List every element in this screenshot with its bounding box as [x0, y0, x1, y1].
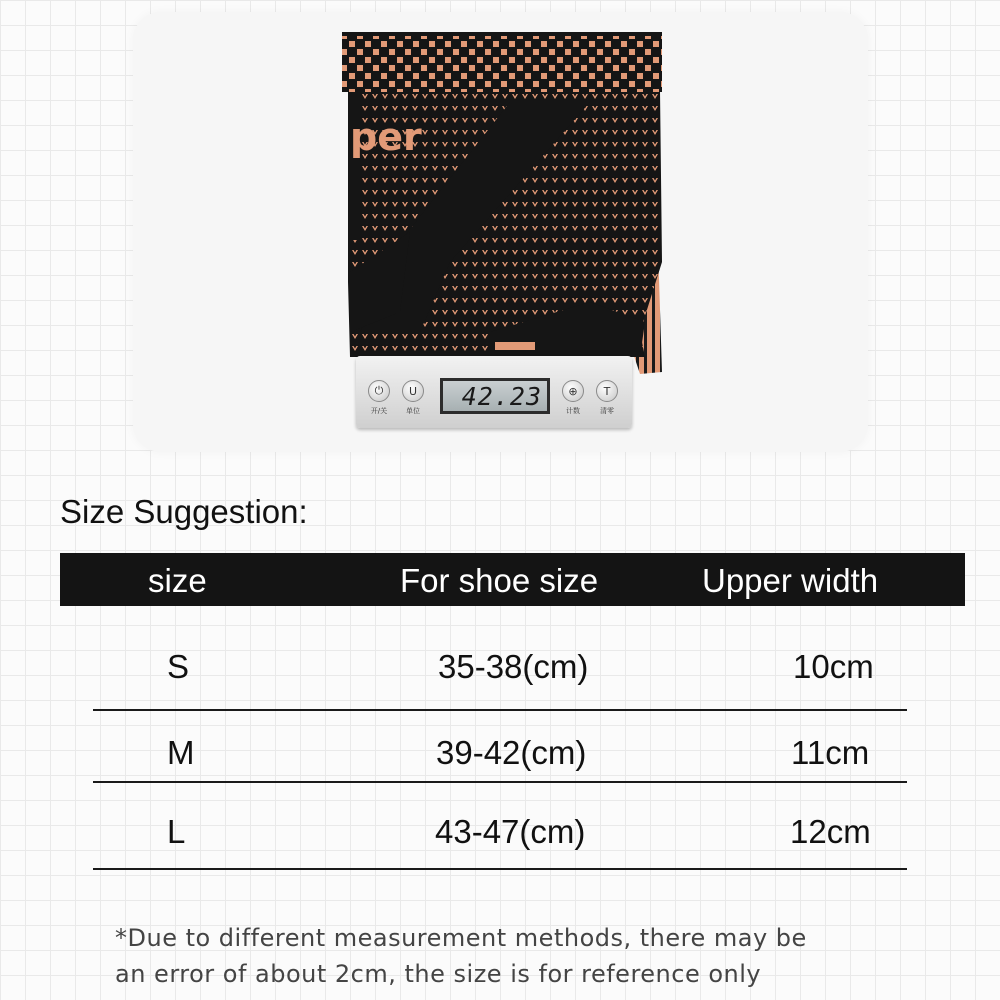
- cell-size: L: [167, 813, 186, 850]
- compression-sleeve-image: [340, 32, 665, 377]
- row-divider: [93, 709, 907, 711]
- header-shoe-size: For shoe size: [400, 562, 599, 599]
- size-table-header: [60, 553, 965, 606]
- disclaimer-line-1: *Due to different measurement methods, there may be: [115, 924, 807, 952]
- size-suggestion-title: Size Suggestion:: [60, 493, 308, 530]
- cell-size: S: [167, 648, 190, 685]
- unit-icon: U: [402, 380, 424, 402]
- cell-upper-width: 10cm: [793, 648, 874, 685]
- table-row: [93, 632, 907, 702]
- disclaimer-note: [115, 920, 915, 992]
- tare-icon: T: [596, 380, 618, 402]
- header-size: size: [148, 562, 207, 599]
- power-icon: ⏻: [368, 380, 390, 402]
- sleeve-logo-text: per: [350, 115, 422, 159]
- scale-display: 42.23: [440, 378, 550, 414]
- cell-upper-width: 12cm: [790, 813, 871, 850]
- table-row: [93, 797, 907, 867]
- disclaimer-line-2: an error of about 2cm, the size is for reference only: [115, 960, 762, 988]
- cell-shoe-size: 43-47(cm): [435, 813, 586, 850]
- tare-caption: 清零: [600, 407, 614, 415]
- row-divider: [93, 868, 907, 870]
- cell-size: M: [167, 734, 195, 771]
- table-row: [93, 718, 907, 788]
- cell-upper-width: 11cm: [791, 734, 870, 771]
- count-icon: ⊕: [562, 380, 584, 402]
- row-divider: [93, 781, 907, 783]
- count-caption: 计数: [566, 407, 580, 415]
- cell-shoe-size: 39-42(cm): [436, 734, 587, 771]
- header-upper-width: Upper width: [702, 562, 879, 599]
- digital-scale: [356, 356, 632, 428]
- unit-caption: 单位: [406, 407, 420, 415]
- power-caption: 开/关: [370, 407, 388, 415]
- cell-shoe-size: 35-38(cm): [438, 648, 589, 685]
